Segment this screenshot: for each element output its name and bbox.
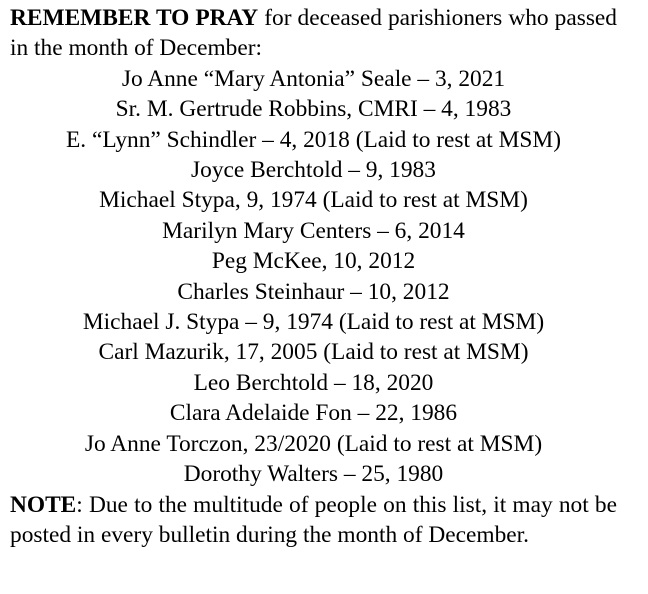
list-item: Dorothy Walters – 25, 1980 (183, 461, 444, 488)
intro-paragraph (10, 3, 617, 64)
list-item: Marilyn Mary Centers – 6, 2014 (162, 217, 465, 244)
deceased-list (10, 64, 617, 490)
bulletin-notice (10, 3, 617, 550)
list-item: Jo Anne “Mary Antonia” Seale – 3, 2021 (121, 65, 506, 92)
list-item: E. “Lynn” Schindler – 4, 2018 (Laid to rest at MSM) (65, 126, 562, 153)
intro-heading: REMEMBER TO PRAY (10, 5, 259, 31)
list-item: Charles Steinhaur – 10, 2012 (177, 278, 450, 305)
list-item: Michael J. Stypa – 9, 1974 (Laid to rest at MSM) (82, 309, 545, 336)
list-item: Leo Berchtold – 18, 2020 (193, 369, 434, 396)
list-item: Michael Stypa, 9, 1974 (Laid to rest at MSM) (99, 187, 528, 214)
intro-text: for deceased parishioners who passed in the month of December: (10, 5, 617, 62)
note-paragraph (10, 490, 617, 551)
list-item: Sr. M. Gertrude Robbins, CMRI – 4, 1983 (115, 96, 512, 123)
note-heading: NOTE (10, 491, 77, 518)
list-item: Clara Adelaide Fon – 22, 1986 (169, 400, 458, 427)
list-item: Peg McKee, 10, 2012 (211, 248, 416, 275)
list-item: Jo Anne Torczon, 23/2020 (Laid to rest at MSM) (84, 430, 543, 457)
list-item: Carl Mazurik, 17, 2005 (Laid to rest at MSM) (98, 339, 529, 366)
list-item: Joyce Berchtold – 9, 1983 (191, 157, 436, 184)
note-text: : Due to the multitude of people on this list, it may not be posted in every bulletin during the month of December. (10, 491, 617, 548)
